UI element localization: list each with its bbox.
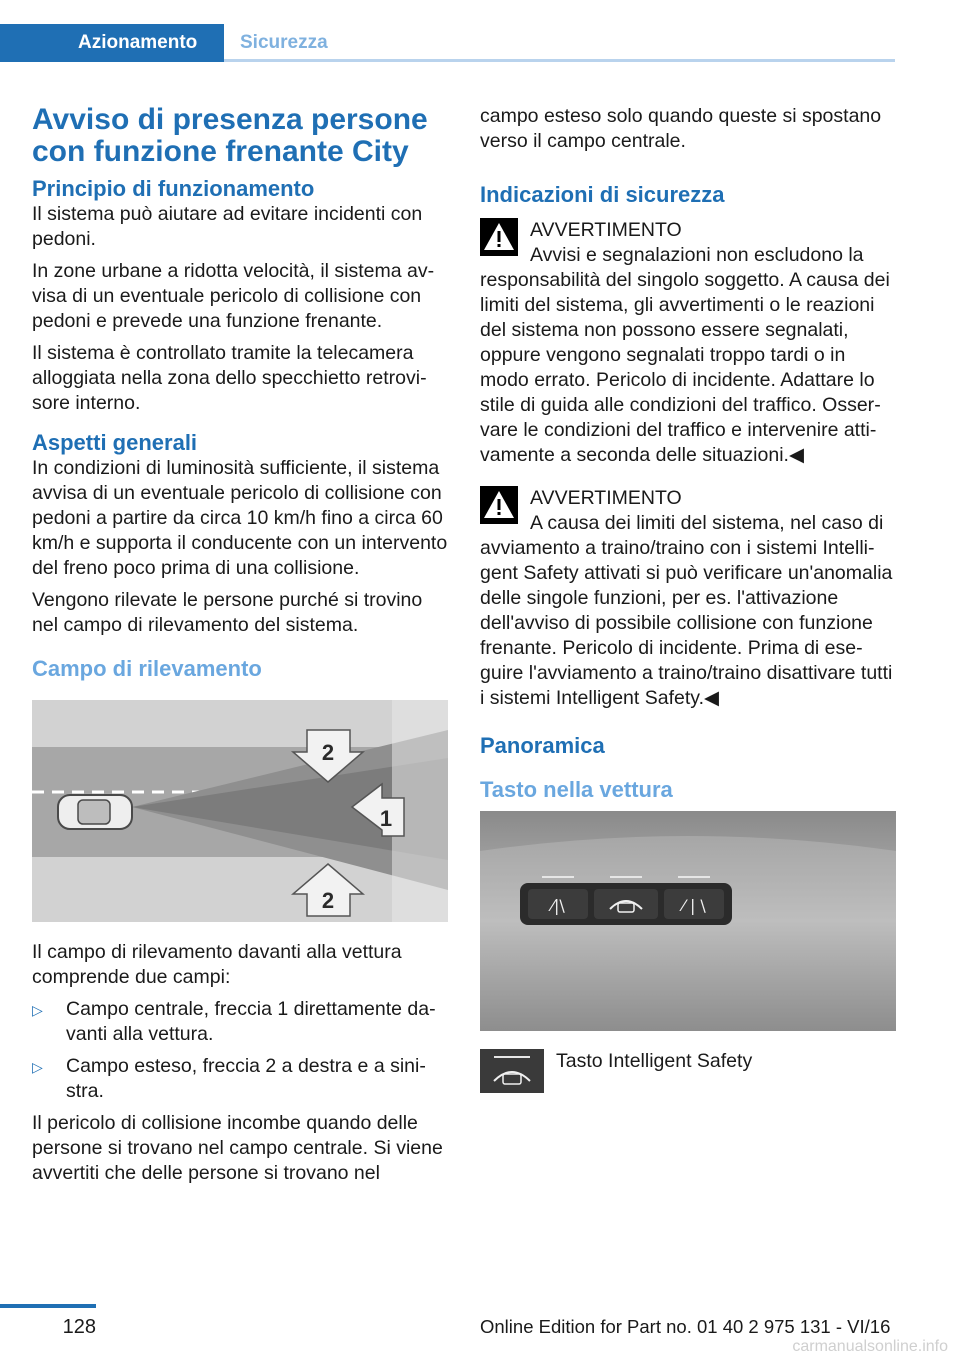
warning-block (480, 486, 896, 711)
button-label: Tasto Intelligent Safety (556, 1050, 753, 1072)
paragraph: In zone urbane a ridotta velocità, il sistema avvisa di un eventuale pericolo di collisione con pedoni e prevede una funzione frenante. (32, 260, 435, 332)
warning-text: avviamento a traino/traino con i sistemi Intelligent Safety attivati si può verificare un'anomalia delle singole funzioni, per es. l'attivazione dell'avviso di possibile collisione con funzione frenante. Pericolo di incidente. Prima di eseguire l'avviamento a traino/traino disattivare tutti i sistemi Intelligent Safety.◀ (480, 537, 893, 709)
heading-aspetti-generali: Aspetti generali (32, 430, 198, 455)
warning-triangle-icon (480, 486, 518, 524)
footer-edition: Online Edition for Part no. 01 40 2 975 131 - VI/16 (480, 1316, 891, 1337)
header-tabbar (0, 24, 895, 62)
paragraph: campo esteso solo quando queste si spostano verso il campo centrale. (480, 105, 882, 152)
bullet-list (32, 997, 448, 1104)
bullet-triangle-icon: ▷ (32, 1002, 43, 1018)
warning-triangle-icon (480, 218, 518, 256)
page-title: Avviso di presenza persone con funzione frenante City (32, 103, 428, 168)
heading-panoramica: Panoramica (480, 733, 605, 758)
paragraph: Il sistema è controllato tramite la telecamera alloggiata nella zona dello specchietto retrovisore interno. (32, 342, 427, 414)
button-legend (480, 1049, 896, 1093)
right-column (480, 104, 896, 1093)
paragraph: Vengono rilevate le persone purché si trovino nel campo di rilevamento del sistema. (32, 589, 423, 636)
paragraph: In condizioni di luminosità sufficiente, il sistema avvisa di un eventuale pericolo di collisione con pedoni a partire da circa 10 km/h fino a circa 60 km/h e supporta il conducente con un intervento del freno poco prima di una collisione. (32, 457, 448, 579)
list-item: ▷ Campo centrale, freccia 1 direttamente davanti alla vettura. (32, 998, 436, 1045)
warning-text-first: A causa dei limiti del sistema, nel caso di (530, 512, 884, 534)
tab-underline (224, 59, 895, 62)
watermark: carmanualsonline.info (792, 1338, 948, 1355)
paragraph: Il sistema può aiutare ad evitare incidenti con pedoni. (32, 203, 423, 250)
lane-icon: ⁄ | \ (682, 896, 706, 915)
heading-tasto-vettura: Tasto nella vettura (480, 777, 673, 802)
warning-text: responsabilità del singolo soggetto. A causa dei limiti del sistema, gli avvertimenti o le reazioni del sistema non possono essere segnalati, oppure vengono segnalati troppo tardi o in modo errato. Pericolo di incidente. Adattare lo stile di guida alle condizioni del traffico. Osservare le condizioni del traffico e intervenire attivamente a seconda delle situazioni.◀ (480, 269, 890, 466)
list-item: ▷ Campo esteso, freccia 2 a destra e a sinistra. (32, 1055, 426, 1102)
bullet-triangle-icon: ▷ (32, 1059, 43, 1075)
arrow-2-bottom-label: 2 (321, 888, 335, 913)
paragraph: Il campo di rilevamento davanti alla vettura comprende due campi: (32, 941, 402, 988)
warning-block (480, 218, 896, 468)
paragraph: Il pericolo di collisione incombe quando delle persone si trovano nel campo centrale. Si viene avvertiti che delle persone si trovano nel (32, 1112, 443, 1184)
heading-campo-rilevamento: Campo di rilevamento (32, 656, 262, 681)
arrow-1-label: 1 (379, 806, 393, 831)
car-icon (58, 795, 132, 829)
detection-field-diagram (32, 700, 448, 922)
heading-principio: Principio di funzionamento (32, 176, 315, 201)
footer-accent-line (0, 1304, 96, 1308)
tab-sicurezza[interactable]: Sicurezza (240, 32, 328, 53)
warning-title: AVVERTIMENTO (530, 219, 682, 241)
left-column (32, 104, 448, 1193)
tab-azionamento[interactable]: Azionamento (0, 24, 224, 62)
heading-indicazioni-sicurezza: Indicazioni di sicurezza (480, 182, 725, 207)
page-number: 128 (62, 1316, 96, 1338)
pedestrian-icon: ⁄|\ (551, 896, 565, 915)
warning-text-first: Avvisi e segnalazioni non escludono la (530, 244, 864, 266)
dashboard-buttons-photo (480, 811, 896, 1031)
intelligent-safety-button-icon (480, 1049, 544, 1093)
arrow-2-top-label: 2 (321, 740, 335, 765)
warning-title: AVVERTIMENTO (530, 487, 682, 509)
